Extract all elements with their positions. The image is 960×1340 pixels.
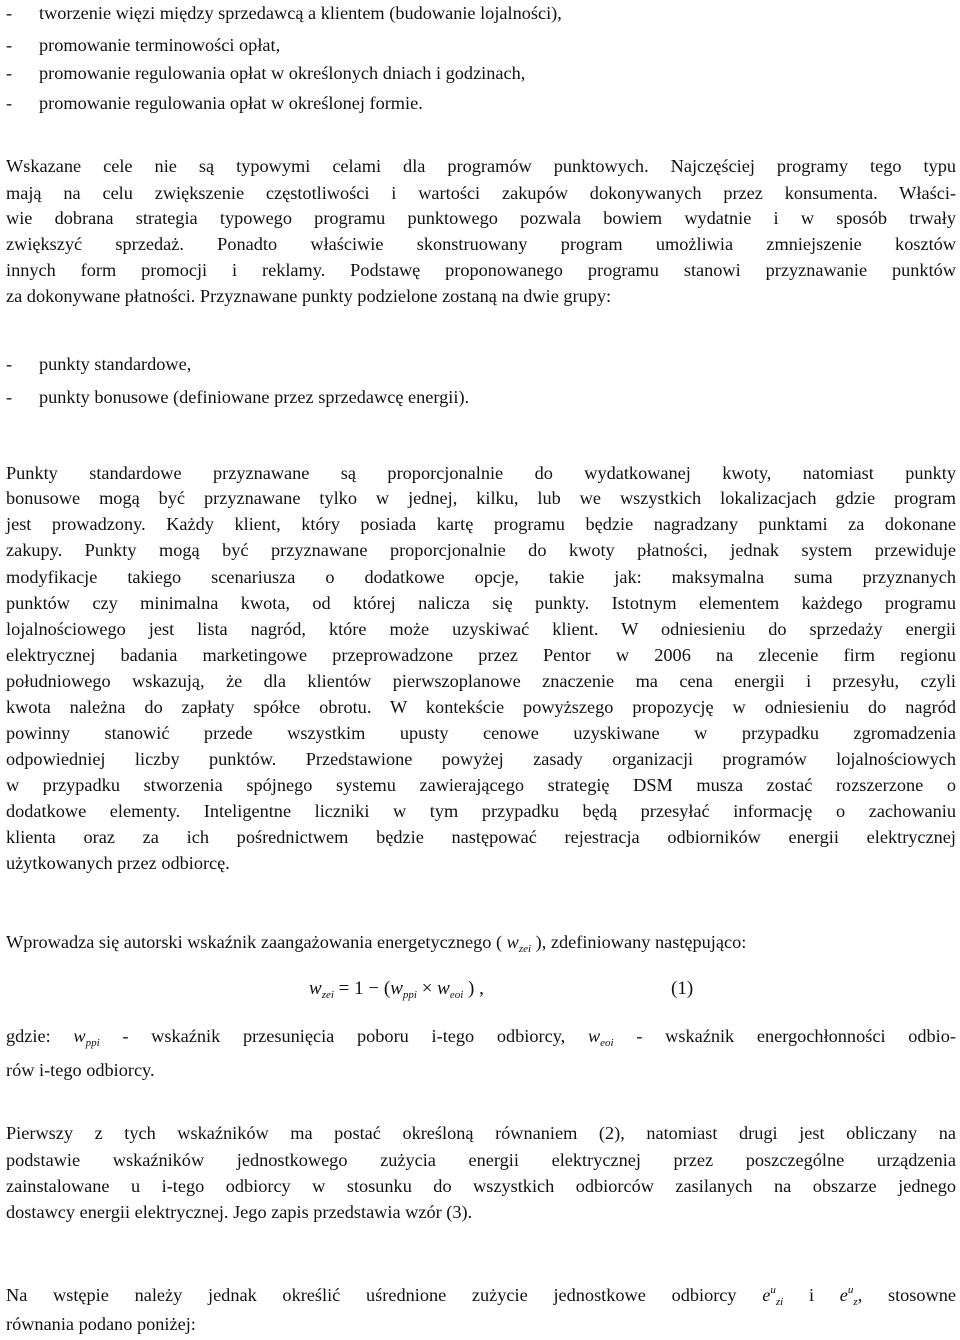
paragraph-line: podstawie wskaźników jednostkowego zużycia energii elektrycznej przez poszczególne urządzenia <box>6 1150 956 1170</box>
paragraph-line: południowego wskazują, że dla klientów pierwszoplanowe znaczenie ma cena energii i przesyłu, czyli <box>6 671 956 691</box>
equation-number: (1) <box>671 978 694 999</box>
list-item: - punkty bonusowe (definiowane przez sprzedawcę energii). <box>6 387 470 407</box>
paragraph-line: Wskazane cele nie są typowymi celami dla programów punktowych. Najczęściej programy tego typu <box>6 156 956 176</box>
paragraph-line: wie dobrana strategia typowego programu punktowego pozwala bowiem wydatnie i w sposób trwały <box>6 208 956 228</box>
paragraph-line: Pierwszy z tych wskaźników ma postać określoną równaniem (2), natomiast drugi jest obliczany na <box>6 1123 956 1143</box>
intro-line: Wprowadza się autorski wskaźnik zaangażowania energetycznego ( $w_{zei}$ ), zdefiniowany następująco: <box>6 932 747 955</box>
paragraph-line: zakupy. Punkty mogą być przyznawane proporcjonalnie do kwoty płatności, jednak system przewiduje <box>6 540 956 560</box>
paragraph-line: jest prowadzony. Każdy klient, który posiada kartę programu będzie nagradzany punktami za dokonane <box>6 514 956 534</box>
paragraph-line: innych form promocji i reklamy. Podstawę proponowanego programu stanowi przyznawanie punktów <box>6 260 956 280</box>
paragraph-line: Na wstępie należy jednak określić uśrednione zużycie jednostkowe odbiorcy $e^u_{zi}$ i $e^u_z$, stosowne <box>6 1284 957 1308</box>
paragraph-line: klienta oraz za ich pośrednictwem będzie następować rejestracja odbiorników energii elektrycznej <box>6 827 956 847</box>
paragraph-line: lojalnościowego jest lista nagród, które może uzyskiwać klient. W odniesieniu do sprzedaży energii <box>6 619 956 639</box>
list-item: - promowanie terminowości opłat, <box>6 35 281 55</box>
paragraph-line: Punkty standardowe przyznawane są proporcjonalnie do wydatkowanej kwoty, natomiast punkty <box>6 463 956 483</box>
paragraph-line: za dokonywane płatności. Przyznawane punkty podzielone zostaną na dwie grupy: <box>6 286 612 306</box>
list-item: - tworzenie więzi między sprzedawcą a klientem (budowanie lojalności), <box>6 3 562 23</box>
paragraph-line: bonusowe mogą być przyznawane tylko w jednej, kilku, lub we wszystkich lokalizacjach gdzie program <box>6 488 956 508</box>
paragraph-line: zwiększyć sprzedaż. Ponadto właściwie skonstruowany program umożliwia zmniejszenie kosztów <box>6 234 956 254</box>
list-item: - punkty standardowe, <box>6 354 192 374</box>
list-item: - promowanie regulowania opłat w określonej formie. <box>6 93 423 113</box>
paragraph-line: punktów czy minimalna kwota, od której nalicza się punkty. Istotnym elementem każdego programu <box>6 593 956 613</box>
paragraph-line: odpowiedniej liczby punktów. Przedstawione powyżej zasady organizacji programów lojalnościowych <box>6 749 956 769</box>
gdzie-line: rów i-tego odbiorcy. <box>6 1060 155 1080</box>
paragraph-line: równania podano poniżej: <box>6 1314 196 1334</box>
list-item: - promowanie regulowania opłat w określonych dniach i godzinach, <box>6 63 526 83</box>
paragraph-line: mają na celu zwiększenie częstotliwości i wartości zakupów dokonywanych przez konsumenta. Właści- <box>6 183 956 203</box>
paragraph-line: dodatkowe elementy. Inteligentne liczniki w tym przypadku będą przesyłać informację o zachowaniu <box>6 801 956 821</box>
paragraph-line: dostawcy energii elektrycznej. Jego zapis przedstawia wzór (3). <box>6 1202 473 1222</box>
paragraph-line: użytkowanych przez odbiorcę. <box>6 853 230 873</box>
paragraph-line: powinny stanowić przede wszystkim upusty cenowe uzyskiwane w przypadku zgromadzenia <box>6 723 956 743</box>
paragraph-line: w przypadku stworzenia spójnego systemu zawierającego strategię DSM musza zostać rozszerzone o <box>6 775 956 795</box>
paragraph-line: elektrycznej badania marketingowe przeprowadzone przez Pentor w 2006 na zlecenie firm regionu <box>6 645 956 665</box>
paragraph-line: kwota należna do zapłaty spółce obrotu. W kontekście powyższego propozycję w odniesieniu do nagród <box>6 697 956 717</box>
paragraph-line: zainstalowane u i-tego odbiorcy w stosunku do wszystkich odbiorców zasilanych na obszarze jednego <box>6 1176 956 1196</box>
equation: $w_{zei} = 1 - (w_{ppi} \times w_{eoi}$ ) , <box>309 978 484 1001</box>
gdzie-line: gdzie: $w_{ppi}$ - wskaźnik przesunięcia poboru i-tego odbiorcy, $w_{eoi}$ - wskaźnik energochłonności odbio- <box>6 1026 956 1049</box>
paragraph-line: modyfikacje takiego scenariusza o dodatkowe opcje, takie jak: maksymalna suma przyznanych <box>6 567 956 587</box>
